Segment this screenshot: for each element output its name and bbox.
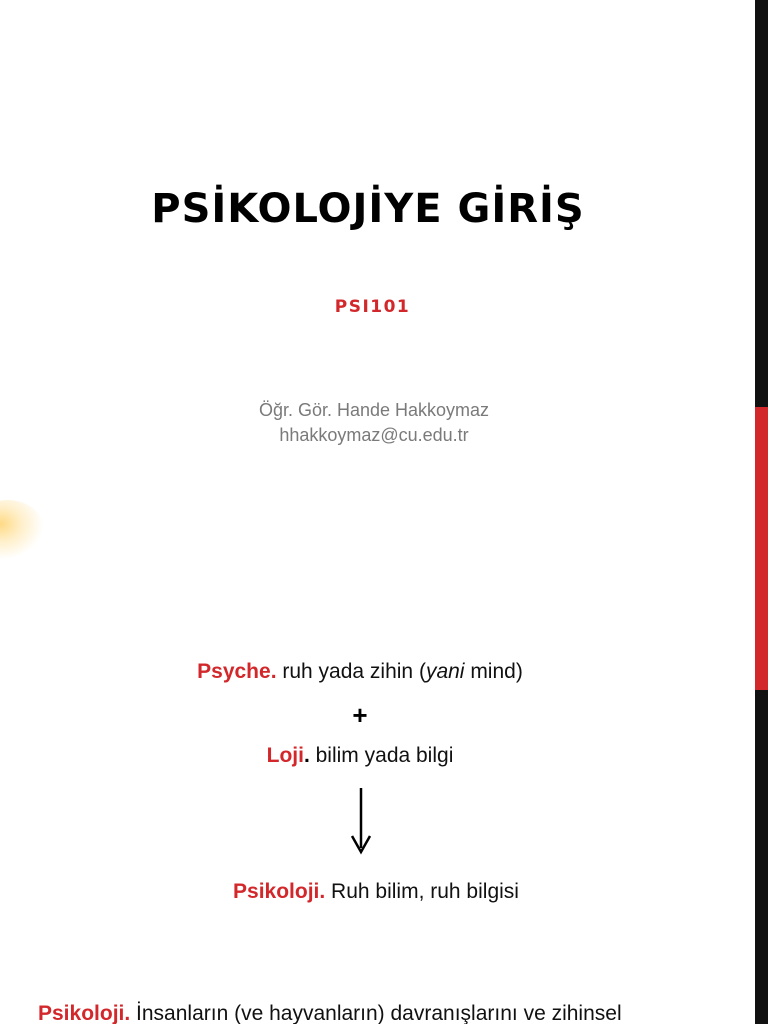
term-loji: Loji bbox=[266, 744, 304, 767]
arrow-down-icon bbox=[346, 786, 376, 856]
term-psyche: Psyche. bbox=[197, 660, 277, 683]
psikoloji-text: Ruh bilim, ruh bilgisi bbox=[325, 880, 519, 903]
plus-sign: + bbox=[352, 700, 368, 730]
definition-psyche bbox=[0, 660, 720, 684]
author-name: Öğr. Gör. Hande Hakkoymaz bbox=[258, 400, 490, 420]
psyche-italic: yani bbox=[425, 660, 465, 683]
author-block bbox=[0, 398, 748, 448]
decorative-glow bbox=[0, 500, 44, 560]
author-email: hhakkoymaz@cu.edu.tr bbox=[279, 425, 469, 445]
slide-title: PSİKOLOJİYE GİRİŞ bbox=[151, 186, 585, 232]
course-code: PSI101 bbox=[334, 297, 411, 317]
psyche-text-end: mind) bbox=[464, 660, 523, 683]
psyche-text: ruh yada zihin ( bbox=[276, 660, 426, 683]
bottom-definition bbox=[38, 1002, 768, 1024]
bottom-term: Psikoloji. bbox=[38, 1002, 131, 1024]
side-bar-accent bbox=[755, 407, 768, 690]
bottom-text: İnsanların (ve hayvanların) davranışlarını ve zihinsel bbox=[130, 1002, 622, 1024]
term-psikoloji: Psikoloji. bbox=[233, 880, 326, 903]
definition-loji bbox=[0, 744, 720, 768]
loji-dot: . bbox=[303, 744, 310, 767]
loji-text: bilim yada bilgi bbox=[309, 744, 454, 767]
definition-psikoloji bbox=[0, 880, 752, 904]
